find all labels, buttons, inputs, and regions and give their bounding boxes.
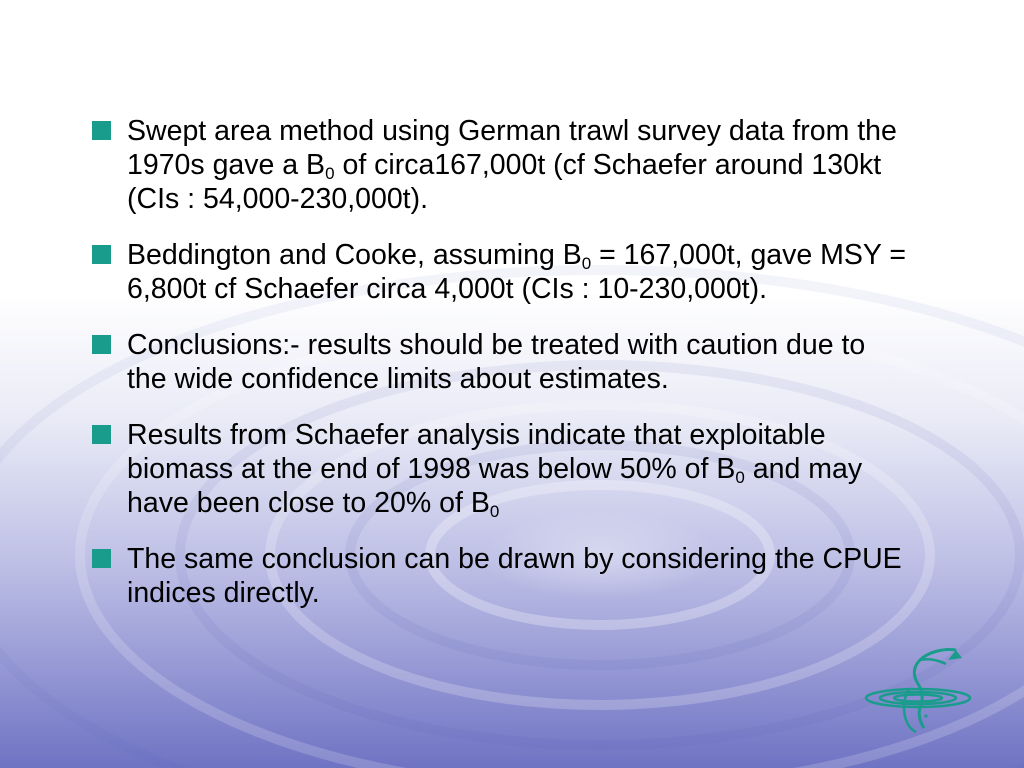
square-bullet-icon [92,549,111,568]
bullet-text-segment: Results from Schaefer analysis indicate that exploitable biomass at the end of 1998 was below 50% of B [127,419,826,485]
bullet-text [127,329,865,395]
bullet-item [90,238,910,306]
bullet-text-segment: = 167,000t, gave MSY = 6,800t cf Schaefer circa 4,000t (CIs : 10-230,000t). [127,239,906,305]
bullet-text-segment: Swept area method using German trawl survey data from the 1970s gave a B [127,115,897,181]
bullet-item [90,114,910,216]
bullet-text-segment: Conclusions:- results should be treated with caution due to the wide confidence limits about estimates. [127,329,866,395]
square-bullet-icon [92,425,111,444]
fish-ripple-logo-icon [858,638,982,738]
bullet-text-segment: The same conclusion can be drawn by considering the CPUE indices directly. [127,543,902,609]
bullet-item [90,542,910,610]
subscript: 0 [489,502,500,521]
subscript: 0 [325,164,335,183]
bullet-text-segment: of circa167,000t (cf Schaefer around 130kt (CIs : 54,000-230,000t). [127,149,882,215]
subscript: 0 [581,254,592,273]
subscript: 0 [735,468,745,487]
square-bullet-icon [92,335,111,354]
square-bullet-icon [92,245,111,264]
bullet-list [90,114,910,632]
bullet-text [127,115,897,215]
bullet-text [127,543,902,609]
bullet-text [127,239,906,305]
square-bullet-icon [92,121,111,140]
bullet-text-segment: and may have been close to 20% of B [127,453,863,519]
bullet-text [127,419,862,519]
bullet-text-segment: Beddington and Cooke, assuming B [127,239,582,271]
bullet-item [90,328,910,396]
bullet-item [90,418,910,520]
